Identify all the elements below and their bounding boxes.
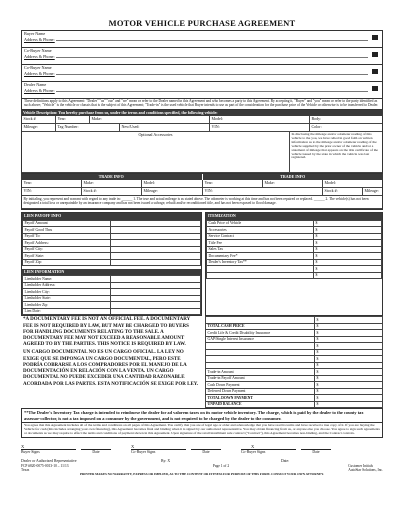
party-labels xyxy=(22,82,382,98)
row-label: Lienholder Zip xyxy=(23,302,111,309)
optional-accessories[interactable]: Optional Accessories xyxy=(22,132,290,173)
row-label: Lienholder State: xyxy=(23,295,111,302)
buyer-x: X xyxy=(21,443,25,449)
row-value[interactable] xyxy=(111,259,201,266)
row-value[interactable]: $ xyxy=(315,317,383,324)
cobuyer-date[interactable]: Date xyxy=(191,449,221,454)
row-label: Documentary Fee* xyxy=(207,253,314,260)
lien-info-table xyxy=(22,275,201,315)
trade2-vin[interactable]: VIN: xyxy=(203,188,323,196)
trade1-make[interactable]: Make: xyxy=(82,180,142,188)
doc-fee-section xyxy=(21,316,383,408)
row-label: Accessories xyxy=(207,227,314,234)
row-label: Trade-in Payoff Amount xyxy=(206,375,315,382)
row-value[interactable]: $ xyxy=(315,323,383,330)
document-title: MOTOR VEHICLE PURCHASE AGREEMENT xyxy=(108,18,296,28)
color-field[interactable]: Color: xyxy=(310,124,382,132)
row-label: Lienholder Address: xyxy=(23,282,111,289)
trade2-stock[interactable]: Stock #: xyxy=(323,188,363,196)
lien-info-header: LIEN INFORMATION xyxy=(22,269,201,275)
row-label: Credit Life & Credit Disability Insurance xyxy=(206,330,315,337)
accessories-row xyxy=(22,132,382,173)
row-value[interactable]: $ xyxy=(314,227,382,234)
cobuyer-x: X xyxy=(131,443,135,449)
party-name-label: Co-Buyer Name xyxy=(24,48,52,53)
body-field[interactable]: Body: xyxy=(310,116,382,124)
row-value[interactable]: $ xyxy=(314,220,382,227)
row-value[interactable]: $ xyxy=(314,259,382,266)
vehicle-row-2 xyxy=(22,124,382,132)
dealer-label: Dealer or Authorized Representative xyxy=(21,459,77,464)
doc-fee-english: *A DOCUMENTARY FEE IS NOT AN OFFICIAL FEE. A DOCUMENTARY FEE IS NOT REQUIRED BY LAW, BUT MAY BE CHARGED TO BUYERS FOR HANDLING DOCUMENTS RELATING TO THE SALE. A DOCUMENTARY FEE MAY NOT EXCEED A REASONABLE AMOUNT AGREED TO BY THE PARTIES. THIS NOTICE IS REQUIRED BY LAW. xyxy=(23,317,191,348)
row-value[interactable]: $ xyxy=(315,349,383,356)
party-name-label: Co-Buyer Name xyxy=(24,65,52,70)
row-label: Payoff Amount xyxy=(23,220,111,227)
cobuyer2-x: X xyxy=(251,443,255,449)
new-used-field[interactable]: New/Used: xyxy=(120,124,210,132)
row-label: TOTAL CASH PRICE xyxy=(206,323,315,330)
row-value[interactable]: $ xyxy=(314,253,382,260)
party-address-label: Address & Phone: xyxy=(24,36,55,42)
trade2-mileage[interactable]: Mileage: xyxy=(363,188,382,196)
company-name: AutoStar Solutions, Inc. xyxy=(348,467,383,472)
printer-disclaimer: PRINTER MAKES NO WARRANTY, EXPRESS OR IMPLIED, AS TO THE CONTENT OR FITNESS FOR PURPOSE OF THIS FORM. CONSULT YOUR OWN ATTORNEY. xyxy=(80,471,324,476)
party-name-label: Dealer Name xyxy=(24,82,47,87)
signature-labels xyxy=(21,449,383,454)
buyer-date[interactable]: Date xyxy=(81,449,111,454)
row-value[interactable]: $ xyxy=(315,369,383,376)
state-label: Texas xyxy=(21,467,30,472)
definitions-text: These definitions apply to this Agreement: "Dealer" "us" "our" and "we" mean or refer to the Dealer named in this Agreement and who becomes a party to this Agreement. By accepting it, "Buyer" and "you" mean or refer to the party identified as such above; "Vehicle" is the vehicle or chassis that is the subject of this Agreement; "Trade-in" is the used vehicle that Buyer intends to use as part of the consideration for the purchase price of the Vehicle or otherwise is to be transferred to Dealer. xyxy=(21,98,383,110)
trade-row-2 xyxy=(22,188,382,196)
party-name-label: Buyer Name xyxy=(24,31,46,36)
itemization-table xyxy=(206,220,382,280)
itemization-header: ITEMIZATION xyxy=(206,213,382,219)
row-value[interactable]: $ xyxy=(315,388,383,395)
party-address-label: Address & Phone: xyxy=(24,70,55,76)
odometer-note: In disclosing the mileage and/or odometer reading of this vehicle to the you, we have relied in good faith on written information as to the mileage and/or odometer reading of the vehicle supplied by the prior owner of the vehicle and/or a statement of mileage that appears on the title certificate of the vehicle issued by the state in which the vehicle was last registered. xyxy=(290,132,382,173)
row-value[interactable]: $ xyxy=(315,401,383,408)
party-block[interactable] xyxy=(21,30,383,47)
trade1-vin[interactable]: VIN: xyxy=(22,188,82,196)
form-number: FCP #820-0075-0013-10 – 11/13 xyxy=(21,463,69,468)
party-address-label: Address & Phone: xyxy=(24,87,55,93)
doc-fee-spanish: UN CARGO DOCUMENTAL NO ES UN CARGO OFICIAL. LA LEY NO EXIGE QUE SE IMPONGA UN CARGO DOCUMENTAL, PERO ESTE PODRÍA COBRARSE A LOS COMPRADORES POR EL MANEJO DE LA DOCUMENTACIÓN EN RELACIÓN CON LA VENTA. UN CARGO DOCUMENTAL NO PUEDE EXCEDER UNA CANTIDAD RAZONABLE ACORDADA POR LAS PARTES. ESTA NOTIFICACIÓN SE EXIGE POR LEY. xyxy=(23,350,199,387)
row-label: Sales Tax xyxy=(207,246,314,253)
trade1-mileage[interactable]: Mileage: xyxy=(142,188,203,196)
row-value[interactable]: $ xyxy=(315,382,383,389)
date-label[interactable]: Date: xyxy=(281,459,290,464)
party-line xyxy=(56,74,368,75)
trade1-stock[interactable]: Stock #: xyxy=(82,188,142,196)
mileage-field[interactable]: Mileage: xyxy=(22,124,56,132)
row-value[interactable]: $ xyxy=(314,266,382,273)
customer-initials[interactable]: Customer Initials xyxy=(348,463,373,468)
lien-payoff-header: LIEN PAYOFF INFO xyxy=(22,213,201,219)
row-label: Payoff Zip: xyxy=(23,259,111,266)
checkbox-icon[interactable] xyxy=(372,52,378,57)
table-row xyxy=(23,308,201,315)
trade-info-header-2: TRADE INFO xyxy=(203,174,384,180)
trade1-year[interactable]: Year: xyxy=(22,180,82,188)
row-value[interactable]: $ xyxy=(314,240,382,247)
trade-row-1 xyxy=(22,180,382,188)
row-value[interactable]: $ xyxy=(314,246,382,253)
trade2-year[interactable]: Year: xyxy=(203,180,263,188)
row-value[interactable]: $ xyxy=(315,356,383,363)
checkbox-icon[interactable] xyxy=(372,69,378,74)
agreement-terms: You agree that this Agreement includes all of the terms and conditions on all pages of this Agreement. You certify that you are of legal age or older and acknowledge that you have read its terms and have received a true copy of it. If you are buying the Vehicle for cash (this includes arranging your own financing), this Agreement becomes final and binding when it is signed by our authorized representative. You may obtain financing from us, or anyone else you choose. You agree to sign such agreements or documents as we may require to effect the terms and conditions of payment shown in this Agreement. Upon signature of the retail installment sale contract ("Contract"), this Agreement becomes non-binding, and the Contract controls. xyxy=(21,423,383,438)
row-value[interactable]: $ xyxy=(315,343,383,350)
page-number: Page 1 of 2 xyxy=(212,463,230,468)
trade2-make[interactable]: Make: xyxy=(263,180,323,188)
row-label xyxy=(207,272,314,279)
row-label: Service Contract xyxy=(207,233,314,240)
doc-fee-text-block xyxy=(21,316,202,408)
row-label: Payoff Good Thru xyxy=(23,227,111,234)
party-block[interactable] xyxy=(21,81,383,98)
buyer-signs[interactable]: Buyer Signs xyxy=(21,449,76,454)
cobuyer2-date[interactable]: Date xyxy=(301,449,331,454)
row-label: Payoff Address: xyxy=(23,240,111,247)
row-label: Payoff To: xyxy=(23,233,111,240)
row-label: Cash Down Payment xyxy=(206,382,315,389)
row-value[interactable]: $ xyxy=(315,375,383,382)
lien-payoff-table xyxy=(22,220,201,267)
parties-section xyxy=(21,30,383,98)
table-row xyxy=(23,259,201,266)
row-label: Title Fee xyxy=(207,240,314,247)
party-block[interactable] xyxy=(21,47,383,64)
row-label: Payoff State: xyxy=(23,253,111,260)
itemization-block xyxy=(205,212,383,316)
inventory-tax-notice: **The Dealer's Inventory Tax charge is intended to reimburse the dealer for ad valorem taxes on its motor vehicle inventory. The charge, which is paid by the dealer to the county tax assessor-collector, is not a tax imposed on a consumer by the government, and is not required to be charged by the dealer to the consumer. xyxy=(21,408,383,423)
vehicle-row-1 xyxy=(22,116,382,124)
trade2-model[interactable]: Model: xyxy=(323,180,382,188)
vin-field[interactable]: VIN: xyxy=(210,124,310,132)
lien-payoff-block xyxy=(21,212,202,316)
table-row xyxy=(206,401,383,408)
party-labels xyxy=(22,31,382,47)
row-label: GAP/Single Interest Insurance xyxy=(206,336,315,343)
cobuyer-signs[interactable]: Co-Buyer Signs xyxy=(131,449,186,454)
party-labels xyxy=(22,65,382,81)
itemization-table-2 xyxy=(205,316,383,408)
stock-field[interactable]: Stock # xyxy=(22,116,56,124)
row-label: TOTAL DOWN PAYMENT xyxy=(206,395,315,402)
make-field[interactable]: Make: xyxy=(90,116,210,124)
row-value[interactable]: $ xyxy=(314,233,382,240)
row-label: Deferred Down Payment xyxy=(206,388,315,395)
row-value[interactable]: $ xyxy=(315,330,383,337)
cobuyer2-signs[interactable]: Co-Buyer Signs xyxy=(241,449,296,454)
row-value[interactable] xyxy=(111,308,201,315)
trade-grid xyxy=(21,180,383,210)
party-labels xyxy=(22,48,382,64)
checkbox-icon[interactable] xyxy=(372,35,378,40)
row-label: Trade-in Amount xyxy=(206,369,315,376)
row-label: Cash Price of Vehicle xyxy=(207,220,314,227)
vehicle-grid xyxy=(21,116,383,174)
party-block[interactable] xyxy=(21,64,383,81)
party-line xyxy=(56,91,368,92)
row-label: Lien Date: xyxy=(23,308,111,315)
party-line xyxy=(56,40,368,41)
trade-info-header-1: TRADE INFO xyxy=(21,174,203,180)
checkbox-icon[interactable] xyxy=(372,86,378,91)
row-label: Dealer's Inventory Tax** xyxy=(207,259,314,266)
row-label: Payoff City: xyxy=(23,246,111,253)
table-row xyxy=(207,272,382,279)
row-value[interactable]: $ xyxy=(314,272,382,279)
tag-number-field[interactable]: Tag Number: xyxy=(56,124,120,132)
row-value[interactable]: $ xyxy=(315,336,383,343)
row-label: Lienholder City: xyxy=(23,289,111,296)
party-line xyxy=(56,57,368,58)
payoff-itemization xyxy=(21,212,383,316)
trade1-model[interactable]: Model: xyxy=(142,180,203,188)
trade-warranty-text: By initialing, you represent and warrant with regard to any trade in: ______ 1. The true and actual mileage is as stated above. The odometer is working at this time and has not been repaired or replaced. ______ 2. The vehicle(s) has not been designated a total loss or unrepairable by an insurance company and has not been issued a salvage, rebuilt and/or reconditioned title, and has not been exposed to flood damage. xyxy=(22,196,382,209)
year-field[interactable]: Year: xyxy=(56,116,90,124)
row-value[interactable]: $ xyxy=(315,362,383,369)
row-label: Lienholder Name: xyxy=(23,276,111,283)
row-value[interactable]: $ xyxy=(315,395,383,402)
by-label[interactable]: By: X xyxy=(161,459,171,464)
model-field[interactable]: Model: xyxy=(210,116,310,124)
party-address-label: Address & Phone: xyxy=(24,53,55,59)
itemization-continued xyxy=(205,316,383,408)
vehicle-description-header: Vehicle Description: You hereby purchase from us, under the terms and conditions specified, the following vehicle: xyxy=(21,110,383,116)
row-label: UNPAID BALANCE xyxy=(206,401,315,408)
